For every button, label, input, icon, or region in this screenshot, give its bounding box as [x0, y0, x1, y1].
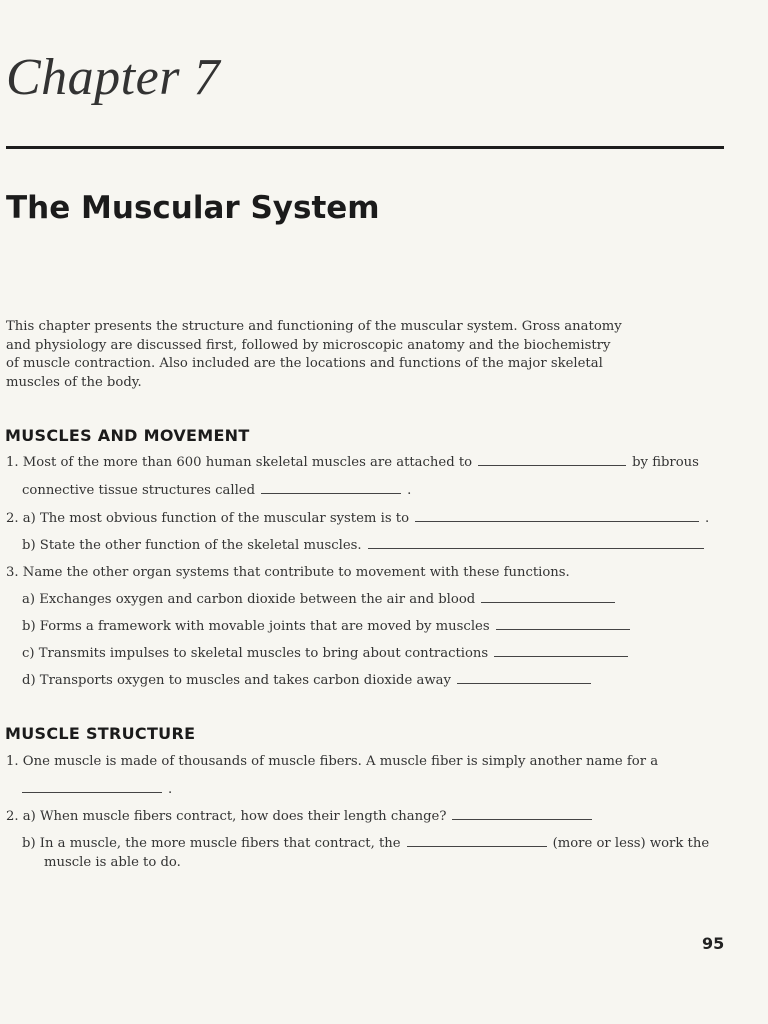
intro-paragraph: This chapter presents the structure and functioning of the muscular system. Gross anatomy and physiology are discussed first, followed by microscopic anatomy and the biochemistry of muscle contraction. Also included are the locations and functions of the major skeletal muscles of the body. [6, 319, 622, 390]
question-text: connective tissue structures called [22, 483, 256, 498]
structure-question-2b [22, 835, 709, 853]
question-1-cont: connective tissue structures called . [22, 483, 412, 498]
answer-blank[interactable] [481, 601, 615, 603]
question-3c [22, 645, 634, 663]
answer-blank[interactable] [261, 492, 401, 494]
structure-question-2b-cont [44, 854, 181, 872]
question-text: muscle is able to do. [44, 855, 181, 870]
answer-blank[interactable] [452, 818, 592, 820]
question-text: a) Exchanges oxygen and carbon dioxide between the air and blood [22, 592, 476, 607]
question-text: b) State the other function of the skeletal muscles. [22, 538, 362, 553]
question-3d [22, 672, 597, 690]
question-text: 1. Most of the more than 600 human skeletal muscles are attached to [6, 455, 473, 470]
section-heading-structure: MUSCLE STRUCTURE [5, 724, 196, 743]
structure-question-2a [6, 808, 598, 826]
question-text: (more or less) work the [552, 836, 710, 851]
question-text: 2. a) The most obvious function of the muscular system is to [6, 511, 410, 526]
structure-question-1 [6, 753, 658, 771]
chapter-title: Chapter 7 [6, 49, 220, 106]
page-number: 95 [702, 934, 725, 953]
question-3b [22, 618, 636, 636]
question-text: 1. One muscle is made of thousands of muscle fibers. A muscle fiber is simply another name for a [6, 754, 659, 769]
answer-blank[interactable] [496, 628, 630, 630]
answer-blank[interactable] [407, 845, 547, 847]
question-1 [6, 454, 699, 472]
question-text: c) Transmits impulses to skeletal muscles to bring about contractions [22, 646, 489, 661]
answer-blank[interactable] [494, 655, 628, 657]
title-divider [6, 146, 724, 149]
answer-blank[interactable] [415, 520, 699, 522]
question-3 [6, 564, 570, 582]
question-text: 3. Name the other organ systems that contribute to movement with these functions. [6, 565, 570, 580]
question-text: by fibrous [632, 455, 699, 470]
question-2b [22, 537, 710, 555]
answer-blank[interactable] [457, 682, 591, 684]
structure-question-1-cont: . [22, 781, 172, 799]
question-text: d) Transports oxygen to muscles and takes carbon dioxide away [22, 673, 451, 688]
answer-blank[interactable] [22, 791, 162, 793]
page-heading: The Muscular System [6, 190, 380, 226]
question-3a [22, 591, 621, 609]
question-text: 2. a) When muscle fibers contract, how does their length change? [6, 809, 447, 824]
section-heading-movement: MUSCLES AND MOVEMENT [5, 426, 250, 445]
answer-blank[interactable] [368, 547, 704, 549]
question-text: b) In a muscle, the more muscle fibers that contract, the [22, 836, 401, 851]
question-text: b) Forms a framework with movable joints that are moved by muscles [22, 619, 490, 634]
answer-blank[interactable] [478, 464, 626, 466]
question-2a: 2. a) The most obvious function of the muscular system is to . [6, 511, 710, 526]
